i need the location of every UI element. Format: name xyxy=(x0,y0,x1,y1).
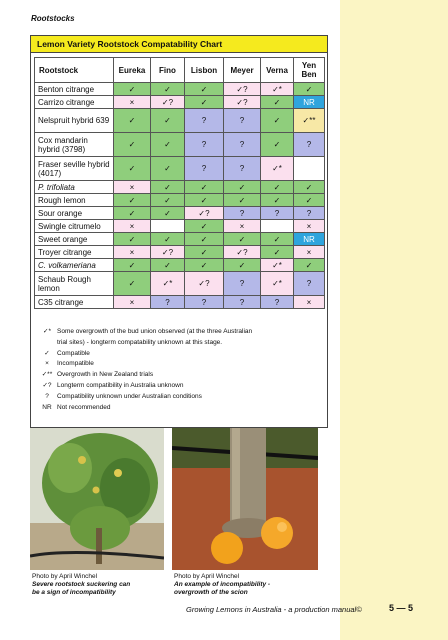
rootstock-name: Carrizo citrange xyxy=(35,96,114,109)
photo-caption-2 xyxy=(174,581,270,597)
rootstock-name: Benton citrange xyxy=(35,83,114,96)
rootstock-name: C. volkameriana xyxy=(35,259,114,272)
compat-cell: × xyxy=(224,220,261,233)
footer-text: Growing Lemons in Australia - a production manual© xyxy=(186,605,362,614)
legend-text: Longterm compatibility in Australia unknown xyxy=(57,381,184,389)
section-label: Rootstocks xyxy=(31,14,75,23)
compatibility-chart xyxy=(30,35,328,428)
compat-cell: ✓ xyxy=(224,194,261,207)
table-row xyxy=(35,133,325,157)
compat-cell: ? xyxy=(224,133,261,157)
column-header: Rootstock xyxy=(35,58,114,83)
legend-item xyxy=(37,370,252,381)
compat-cell: ✓ xyxy=(151,194,185,207)
column-header: Fino xyxy=(151,58,185,83)
compat-cell: ? xyxy=(224,157,261,181)
compat-cell: ✓ xyxy=(261,194,294,207)
column-header: Lisbon xyxy=(185,58,224,83)
legend-symbol: ✓? xyxy=(42,381,52,389)
table-row xyxy=(35,259,325,272)
compat-cell: ✓* xyxy=(261,157,294,181)
photo-caption-1 xyxy=(32,581,130,597)
compat-cell: × xyxy=(114,220,151,233)
compat-cell: ? xyxy=(185,133,224,157)
photo-caption-1-line-1: Severe rootstock suckering can xyxy=(32,581,131,588)
compat-cell: ? xyxy=(294,133,325,157)
table-row xyxy=(35,83,325,96)
compat-cell: ✓ xyxy=(294,259,325,272)
legend-symbol: NR xyxy=(42,403,52,411)
compat-cell: ? xyxy=(261,207,294,220)
compat-cell: ✓ xyxy=(114,109,151,133)
chart-title: Lemon Variety Rootstock Compatability Chart xyxy=(31,36,327,53)
compat-cell: ✓ xyxy=(151,259,185,272)
compat-cell: ✓ xyxy=(261,133,294,157)
compat-cell: ? xyxy=(294,207,325,220)
compatibility-table xyxy=(34,57,325,309)
legend-text: Incompatible xyxy=(57,360,94,368)
compat-cell: ✓ xyxy=(114,272,151,296)
legend-symbol: ? xyxy=(45,392,49,400)
rootstock-name: Cox mandarin hybrid (3798) xyxy=(35,133,114,157)
legend-symbol: × xyxy=(45,360,49,368)
compat-cell: ✓ xyxy=(151,109,185,133)
legend-item xyxy=(37,381,252,392)
compat-cell: ✓? xyxy=(224,246,261,259)
legend-symbol: ✓* xyxy=(43,328,51,335)
compat-cell: ✓ xyxy=(185,259,224,272)
compat-cell: × xyxy=(114,181,151,194)
compat-cell: ✓ xyxy=(185,194,224,207)
compat-cell: × xyxy=(114,296,151,309)
table-row xyxy=(35,220,325,233)
table-row xyxy=(35,194,325,207)
compat-cell: ✓ xyxy=(185,96,224,109)
table-row xyxy=(35,109,325,133)
compat-cell: ✓ xyxy=(114,133,151,157)
compat-cell: ? xyxy=(151,296,185,309)
legend-item xyxy=(37,349,252,360)
legend-item xyxy=(37,392,252,403)
compat-cell: ✓ xyxy=(294,181,325,194)
compat-cell: × xyxy=(114,246,151,259)
table-row xyxy=(35,233,325,246)
compat-cell: ✓ xyxy=(294,194,325,207)
legend-text: Some overgrowth of the bud union observed (at the three Australian xyxy=(57,328,253,335)
compat-cell: ✓ xyxy=(151,233,185,246)
compat-cell: ✓* xyxy=(261,83,294,96)
compat-cell: ✓ xyxy=(185,233,224,246)
compat-cell: ✓* xyxy=(261,272,294,296)
legend-item xyxy=(37,338,252,349)
compat-cell: ? xyxy=(185,157,224,181)
table-row xyxy=(35,272,325,296)
compat-cell: ✓ xyxy=(151,157,185,181)
photo-caption-2-line-1: An example of incompatibility - xyxy=(174,581,271,588)
photo-credit-1: Photo by April Winchel xyxy=(32,573,98,580)
compat-cell: ✓ xyxy=(261,109,294,133)
compat-cell: ✓ xyxy=(224,181,261,194)
legend-text: Overgrowth in New Zealand trials xyxy=(57,371,154,379)
compat-cell: ✓ xyxy=(185,83,224,96)
compat-cell: ✓ xyxy=(261,233,294,246)
rootstock-name: Sweet orange xyxy=(35,233,114,246)
photo-caption-1-line-2: be a sign of incompatibility xyxy=(32,589,116,596)
compat-cell: ✓ xyxy=(151,83,185,96)
compat-cell: ✓? xyxy=(185,272,224,296)
compat-cell: ✓ xyxy=(261,96,294,109)
page-number: 5 — 5 xyxy=(389,603,414,613)
compat-cell: ✓ xyxy=(114,157,151,181)
compat-cell: ✓* xyxy=(261,259,294,272)
compat-cell: NR xyxy=(294,233,325,246)
compat-cell: ✓ xyxy=(114,233,151,246)
compat-cell: ? xyxy=(224,109,261,133)
legend xyxy=(37,327,252,413)
column-header: Meyer xyxy=(224,58,261,83)
overgrowth-photo xyxy=(172,428,318,570)
compat-cell: ✓? xyxy=(224,96,261,109)
column-header: Verna xyxy=(261,58,294,83)
legend-item xyxy=(37,403,252,414)
photo-credit-2: Photo by April Winchel xyxy=(174,573,240,580)
legend-item xyxy=(37,359,252,370)
compat-cell: ✓ xyxy=(185,220,224,233)
compat-cell: ? xyxy=(185,296,224,309)
compat-cell: ? xyxy=(261,296,294,309)
compat-cell xyxy=(151,220,185,233)
compat-cell: ✓? xyxy=(185,207,224,220)
compat-cell: NR xyxy=(294,96,325,109)
compat-cell: ? xyxy=(294,272,325,296)
table-row xyxy=(35,296,325,309)
compat-cell: ✓ xyxy=(114,207,151,220)
legend-text: Compatibility unknown under Australian conditions xyxy=(57,392,202,400)
compat-cell: ✓ xyxy=(185,246,224,259)
table-row xyxy=(35,96,325,109)
compat-cell: ✓ xyxy=(261,181,294,194)
compat-cell: ✓? xyxy=(224,83,261,96)
rootstock-name: Nelspruit hybrid 639 xyxy=(35,109,114,133)
compat-cell xyxy=(294,157,325,181)
legend-text: Not recommended xyxy=(57,403,111,411)
legend-symbol: ✓ xyxy=(44,349,50,357)
compat-cell: ✓ xyxy=(114,259,151,272)
legend-symbol: ✓** xyxy=(41,371,53,379)
table-row xyxy=(35,207,325,220)
compat-cell: × xyxy=(294,296,325,309)
legend-item xyxy=(37,327,252,338)
side-strip xyxy=(340,0,448,640)
compat-cell: ✓ xyxy=(114,83,151,96)
rootstock-name: P. trifoliata xyxy=(35,181,114,194)
compat-cell: ✓ xyxy=(224,259,261,272)
column-header: Eureka xyxy=(114,58,151,83)
compat-cell: ? xyxy=(224,272,261,296)
table-row xyxy=(35,157,325,181)
rootstock-name: Rough lemon xyxy=(35,194,114,207)
compat-cell: ✓ xyxy=(151,207,185,220)
compat-cell: ✓* xyxy=(151,272,185,296)
rootstock-name: Schaub Rough lemon xyxy=(35,272,114,296)
compat-cell xyxy=(261,220,294,233)
compat-cell: × xyxy=(294,220,325,233)
compat-cell: ✓ xyxy=(151,181,185,194)
compat-cell: ? xyxy=(224,207,261,220)
compat-cell: ✓ xyxy=(261,246,294,259)
compat-cell: ? xyxy=(185,109,224,133)
legend-text: Compatible xyxy=(57,349,90,357)
compat-cell: ✓? xyxy=(151,246,185,259)
rootstock-name: Fraser seville hybrid (4017) xyxy=(35,157,114,181)
legend-text: trial sites) - longterm compatability unknown at this stage. xyxy=(57,338,223,346)
compat-cell: ✓ xyxy=(224,233,261,246)
table-row xyxy=(35,181,325,194)
suckering-photo xyxy=(30,428,164,570)
rootstock-name: Troyer citrange xyxy=(35,246,114,259)
table-row xyxy=(35,246,325,259)
rootstock-name: Sour orange xyxy=(35,207,114,220)
rootstock-name: Swingle citrumelo xyxy=(35,220,114,233)
compat-cell: ✓** xyxy=(294,109,325,133)
header-row xyxy=(35,58,325,83)
compat-cell: ? xyxy=(224,296,261,309)
compat-cell: × xyxy=(294,246,325,259)
column-header: Yen Ben xyxy=(294,58,325,83)
compat-cell: ✓ xyxy=(185,181,224,194)
compat-cell: ✓? xyxy=(151,96,185,109)
photo-caption-2-line-2: overgrowth of the scion xyxy=(174,589,248,596)
compat-cell: × xyxy=(114,96,151,109)
compat-cell: ✓ xyxy=(114,194,151,207)
compat-cell: ✓ xyxy=(151,133,185,157)
rootstock-name: C35 citrange xyxy=(35,296,114,309)
compat-cell: ✓ xyxy=(294,83,325,96)
